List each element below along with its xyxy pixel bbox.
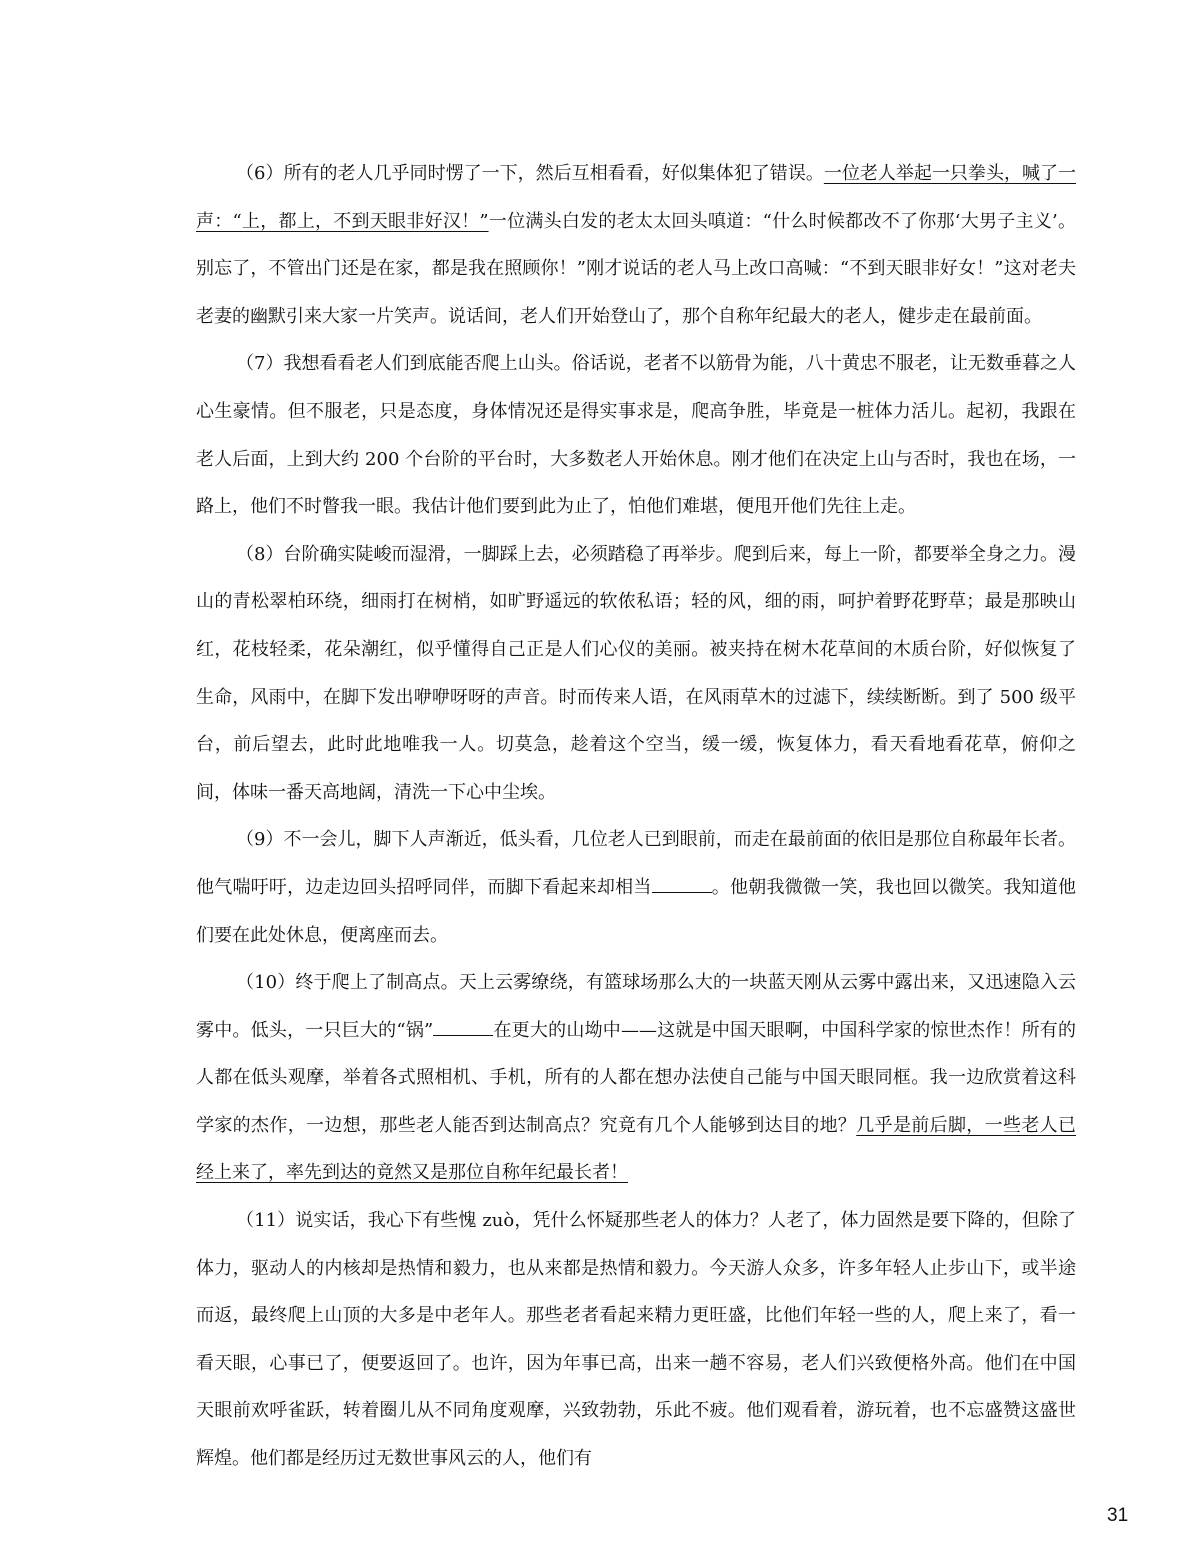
paragraph-text: 一位满头白发的老太太回头嗔道：“什么时候都改不了你那‘大男子主义’。别忘了，不管出门还是在家，都是我在照顾你！”刚才说话的老人马上改口高喊：“不到天眼非好女！”这对老夫老妻的幽默引来大家一片笑声。说话间，老人们开始登山了，那个自称年纪最大的老人，健步走在最前面。 bbox=[196, 210, 1076, 327]
paragraph bbox=[196, 1197, 1076, 1483]
page-number: 31 bbox=[1107, 1505, 1129, 1526]
underlined-sentence: 一位老人举起一只拳头，喊了一声：“上，都上，不到天眼非好汉！” bbox=[196, 163, 1076, 232]
paragraph bbox=[196, 340, 1076, 530]
paragraph bbox=[196, 959, 1076, 1197]
article-body bbox=[196, 150, 1076, 1483]
paragraph-text: （7）我想看看老人们到底能否爬上山头。俗话说，老者不以筋骨为能，八十黄忠不服老，让无数垂暮之人心生豪情。但不服老，只是态度，身体情况还是得实事求是，爬高争胜，毕竟是一桩体力活儿。起初，我跟在老人后面，上到大约 200 个台阶的平台时，大多数老人开始休息。刚才他们在决定上山与否时，我也在场，一路上，他们不时瞥我一眼。我估计他们要到此为止了，怕他们难堪，便甩开他们先往上走。 bbox=[196, 353, 1076, 518]
paragraph-text: 在更大的山坳中——这就是中国天眼啊，中国科学家的惊世杰作！所有的人都在低头观摩，举着各式照相机、手机，所有的人都在想办法使自己能与中国天眼同框。我一边欣赏着这科学家的杰作，一边想，那些老人能否到达制高点？究竟有几个人能够到达目的地？ bbox=[196, 1019, 1077, 1136]
paragraph bbox=[196, 531, 1076, 817]
fill-in-blank bbox=[433, 1019, 493, 1036]
paragraph-text: （9）不一会儿，脚下人声渐近，低头看，几位老人已到眼前，而走在最前面的依旧是那位自称最年长者。他气喘吁吁，边走边回头招呼同伴，而脚下看起来却相当 bbox=[196, 829, 1076, 898]
paragraph-text: （6）所有的老人几乎同时愣了一下，然后互相看看，好似集体犯了错误。 bbox=[236, 163, 824, 184]
paragraph bbox=[196, 150, 1076, 340]
underlined-sentence: 几乎是前后脚，一些老人已经上来了，率先到达的竟然又是那位自称年纪最长者！ bbox=[196, 1114, 1077, 1184]
paragraph-text: （10）终于爬上了制高点。天上云雾缭绕，有篮球场那么大的一块蓝天刚从云雾中露出来，又迅速隐入云雾中。低头，一只巨大的“锅” bbox=[196, 972, 1076, 1041]
fill-in-blank bbox=[652, 876, 712, 893]
paragraph-text: 。他朝我微微一笑，我也回以微笑。我知道他们要在此处休息，便离座而去。 bbox=[196, 876, 1077, 946]
paragraph-text: （11）说实话，我心下有些愧 zuò，凭什么怀疑那些老人的体力？人老了，体力固然是要下降的，但除了体力，驱动人的内核却是热情和毅力，也从来都是热情和毅力。今天游人众多，许多年轻人止步山下，或半途而返，最终爬上山顶的大多是中老年人。那些老者看起来精力更旺盛，比他们年轻一些的人，爬上来了，看一看天眼，心事已了，便要返回了。也许，因为年事已高，出来一趟不容易，老人们兴致便格外高。他们在中国天眼前欢呼雀跃，转着圈儿从不同角度观摩，兴致勃勃，乐此不疲。他们观看着，游玩着，也不忘盛赞这盛世辉煌。他们都是经历过无数世事风云的人，他们有 bbox=[196, 1210, 1076, 1470]
paragraph bbox=[196, 816, 1076, 959]
paragraph-text: （8）台阶确实陡峻而湿滑，一脚踩上去，必须踏稳了再举步。爬到后来，每上一阶，都要举全身之力。漫山的青松翠柏环绕，细雨打在树梢，如旷野遥远的软侬私语；轻的风，细的雨，呵护着野花野草；最是那映山红，花枝轻柔，花朵潮红，似乎懂得自己正是人们心仪的美丽。被夹持在树木花草间的木质台阶，好似恢复了生命，风雨中，在脚下发出咿咿呀呀的声音。时而传来人语，在风雨草木的过滤下，续续断断。到了 500 级平台，前后望去，此时此地唯我一人。切莫急，趁着这个空当，缓一缓，恢复体力，看天看地看花草，俯仰之间，体味一番天高地阔，清洗一下心中尘埃。 bbox=[196, 543, 1076, 803]
